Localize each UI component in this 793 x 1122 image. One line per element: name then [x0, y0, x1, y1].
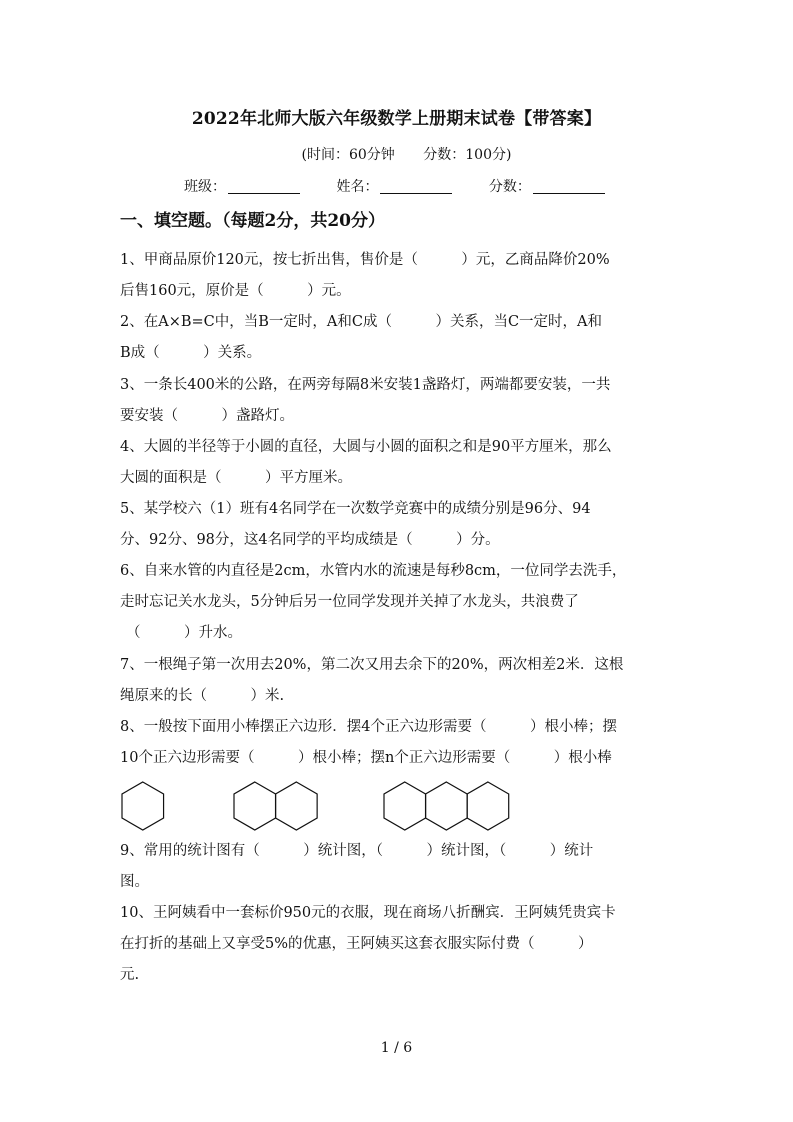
- question-line: 10个正六边形需要（ ）根小棒；摆n个正六边形需要（ ）根小棒: [120, 750, 612, 766]
- question-7: [120, 650, 680, 712]
- question-line: 2、在A×B=C中，当B一定时，A和C成（ ）关系，当C一定时，A和: [120, 314, 603, 330]
- question-line: 图。: [120, 874, 149, 890]
- hexagon-shape: [122, 782, 164, 830]
- hexagon-shape: [276, 782, 318, 830]
- page-number: 1 / 6: [380, 1040, 413, 1056]
- exam-subtitle: [0, 144, 793, 164]
- question-line: 绳原来的长（ ）米.: [120, 688, 285, 704]
- total-score: 分数：100分): [423, 147, 512, 163]
- question-line: 后售160元，原价是（ ）元。: [120, 283, 351, 299]
- hexagon-figure: [118, 780, 518, 832]
- question-8: [120, 712, 680, 774]
- hexagon-shape: [467, 782, 509, 830]
- question-line: 1、甲商品原价120元，按七折出售，售价是（ ）元，乙商品降价20%: [120, 252, 610, 268]
- question-line: B成（ ）关系。: [120, 345, 262, 361]
- time-limit: (时间：60分钟: [301, 147, 395, 163]
- class-field: [184, 176, 300, 196]
- exam-title: 2022年北师大版六年级数学上册期末试卷【带答案】: [191, 109, 602, 129]
- name-blank[interactable]: [380, 177, 452, 194]
- question-line: 元.: [120, 967, 140, 983]
- question-10: [120, 898, 680, 991]
- score-label: 分数：: [488, 179, 531, 195]
- hexagon-shape: [384, 782, 426, 830]
- question-3: [120, 370, 680, 432]
- question-line: 6、自来水管的内直径是2cm，水管内水的流速是每秒8cm，一位同学去洗手，: [120, 563, 627, 579]
- hexagon-shape: [234, 782, 276, 830]
- student-info-row: [184, 176, 605, 196]
- question-line: 走时忘记关水龙头，5分钟后另一位同学发现并关掉了水龙头，共浪费了: [120, 594, 579, 610]
- question-line: 大圆的面积是（ ）平方厘米。: [120, 470, 352, 486]
- question-line: 在打折的基础上又享受5%的优惠，王阿姨买这套衣服实际付费（ ）: [120, 936, 593, 952]
- question-line: 4、大圆的半径等于小圆的直径，大圆与小圆的面积之和是90平方厘米，那么: [120, 439, 612, 455]
- question-line: （ ）升水。: [126, 625, 242, 641]
- score-blank[interactable]: [533, 177, 605, 194]
- question-9: [120, 836, 680, 898]
- name-label: 姓名：: [336, 179, 379, 195]
- question-line: 8、一般按下面用小棒摆正六边形．摆4个正六边形需要（ ）根小棒；摆: [120, 719, 617, 735]
- class-blank[interactable]: [228, 177, 300, 194]
- name-field: [336, 176, 452, 196]
- question-1: [120, 245, 680, 307]
- hexagon-shape: [426, 782, 468, 830]
- question-4: [120, 432, 680, 494]
- question-6: [120, 556, 680, 649]
- score-field: [489, 176, 605, 196]
- question-line: 10、王阿姨看中一套标价950元的衣服，现在商场八折酬宾．王阿姨凭贵宾卡: [120, 905, 616, 921]
- question-line: 分、92分、98分，这4名同学的平均成绩是（ ）分。: [120, 532, 500, 548]
- section-title: 一、填空题。（每题2分，共20分）: [120, 211, 385, 231]
- class-label: 班级：: [184, 179, 226, 195]
- question-line: 3、一条长400米的公路，在两旁每隔8米安装1盏路灯，两端都要安装，一共: [120, 377, 611, 393]
- question-line: 5、某学校六（1）班有4名同学在一次数学竞赛中的成绩分别是96分、94: [120, 501, 591, 517]
- question-2: [120, 307, 680, 369]
- question-5: [120, 494, 680, 556]
- question-line: 要安装（ ）盏路灯。: [120, 408, 294, 424]
- question-line: 9、常用的统计图有（ ）统计图，（ ）统计图，（ ）统计: [120, 843, 594, 859]
- question-line: 7、一根绳子第一次用去20%，第二次又用去余下的20%，两次相差2米．这根: [120, 657, 624, 673]
